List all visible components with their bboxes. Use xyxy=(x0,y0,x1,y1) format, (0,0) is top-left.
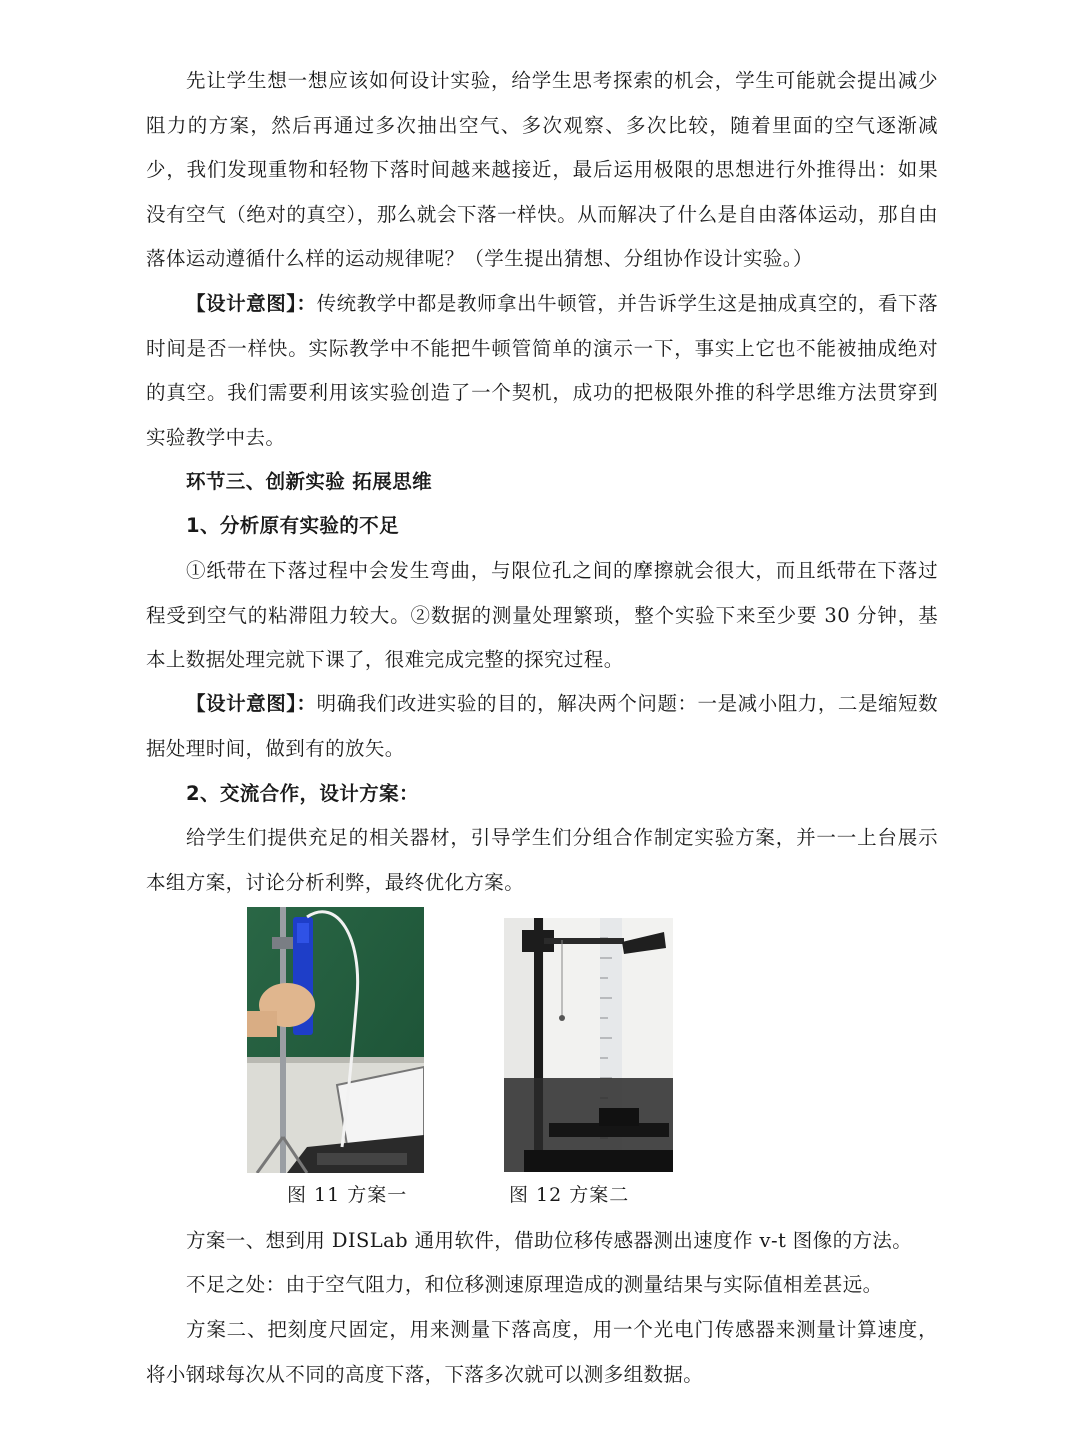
design-intent-text: 明确我们改进实验的目的，解决两个问题：一是减小阻力，二是缩短数据处理时间，做到有的放矢。 xyxy=(146,692,938,760)
figure-11-illustration xyxy=(247,907,424,1173)
plan-one-paragraph: 方案一、想到用 DISLab 通用软件，借助位移传感器测出速度作 v-t 图像的方法。 xyxy=(186,1229,913,1252)
subheading-analysis: 1、分析原有实验的不足 xyxy=(186,514,399,537)
figure-12-photo xyxy=(504,918,673,1172)
subheading-cooperation: 2、交流合作，设计方案： xyxy=(186,782,419,805)
figure-11-photo xyxy=(247,907,424,1173)
section-heading: 环节三、创新实验 拓展思维 xyxy=(186,470,432,493)
design-intent-tag: 【设计意图】： xyxy=(186,692,317,715)
shortcoming-paragraph: ①纸带在下落过程中会发生弯曲，与限位孔之间的摩擦就会很大，而且纸带在下落过程受到空气的粘滞阻力较大。②数据的测量处理繁琐，整个实验下来至少要 30 分钟，基本上数据处理完就下课了，很难完成完整的探究过程。 xyxy=(146,559,938,671)
design-intent-paragraph-1 xyxy=(146,282,938,460)
design-intent-text: 传统教学中都是教师拿出牛顿管，并告诉学生这是抽成真空的，看下落时间是否一样快。实际教学中不能把牛顿管简单的演示一下，事实上它也不能被抽成绝对的真空。我们需要利用该实验创造了一个契机，成功的把极限外推的科学思维方法贯穿到实验教学中去。 xyxy=(146,292,938,449)
figure-12-caption: 图 12 方案二 xyxy=(509,1184,630,1206)
design-intent-paragraph-2 xyxy=(146,682,938,771)
plan-two-paragraph: 方案二、把刻度尺固定，用来测量下落高度，用一个光电门传感器来测量计算速度，将小钢球每次从不同的高度下落，下落多次就可以测多组数据。 xyxy=(146,1318,938,1386)
design-intent-tag: 【设计意图】： xyxy=(186,292,317,315)
figure-11-caption: 图 11 方案一 xyxy=(287,1184,408,1206)
shortfall-paragraph: 不足之处：由于空气阻力，和位移测速原理造成的测量结果与实际值相差甚远。 xyxy=(186,1273,883,1296)
figure-12-illustration xyxy=(504,918,673,1172)
intro-paragraph: 先让学生想一想应该如何设计实验，给学生思考探索的机会，学生可能就会提出减少阻力的方案，然后再通过多次抽出空气、多次观察、多次比较，随着里面的空气逐渐减少，我们发现重物和轻物下落时间越来越接近，最后运用极限的思想进行外推得出：如果没有空气（绝对的真空），那么就会下落一样快。从而解决了什么是自由落体运动，那自由落体运动遵循什么样的运动规律呢？（学生提出猜想、分组协作设计实验。） xyxy=(146,69,938,270)
materials-paragraph: 给学生们提供充足的相关器材，引导学生们分组合作制定实验方案，并一一上台展示本组方案，讨论分析利弊，最终优化方案。 xyxy=(146,826,938,894)
